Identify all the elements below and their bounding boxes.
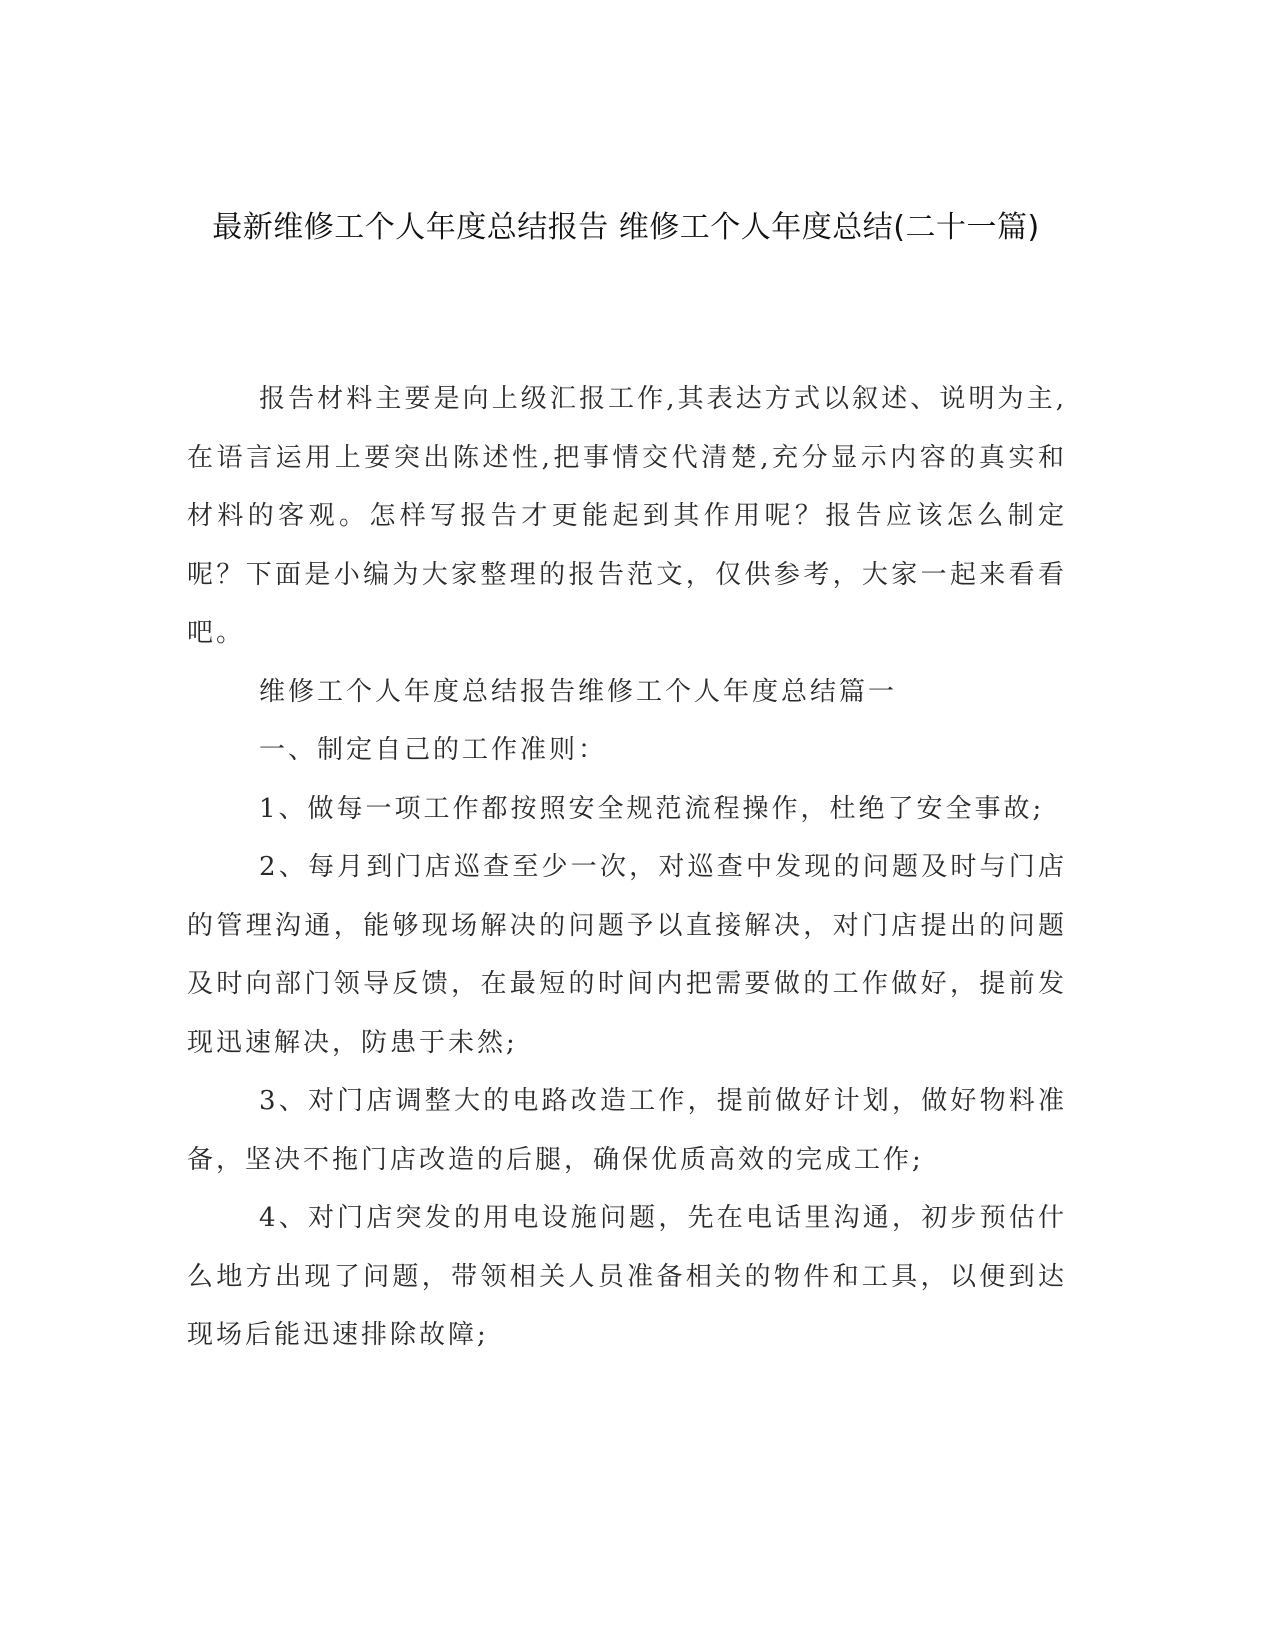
section-heading-part-one: 维修工个人年度总结报告维修工个人年度总结篇一 — [259, 676, 898, 707]
document-title: 最新维修工个人年度总结报告 维修工个人年度总结(二十一篇) — [212, 210, 1040, 245]
intro-paragraph: 报告材料主要是向上级汇报工作,其表达方式以叙述、说明为主,在语言运用上要突出陈述性,把事情交代清楚,充分显示内容的真实和材料的客观。怎样写报告才更能起到其作用呢？报告应该怎么制定呢？下面是小编为大家整理的报告范文，仅供参考，大家一起来看看吧。 — [187, 384, 1067, 648]
subheading-work-principles: 一、制定自己的工作准则： — [259, 735, 608, 765]
document-body — [187, 370, 1067, 1365]
list-item-4: 4、对门店突发的用电设施问题，先在电话里沟通，初步预估什么地方出现了问题，带领相关人员准备相关的物件和工具，以便到达现场后能迅速排除故障; — [187, 1203, 1067, 1350]
list-item-2: 2、每月到门店巡查至少一次，对巡查中发现的问题及时与门店的管理沟通，能够现场解决的问题予以直接解决，对门店提出的问题及时向部门领导反馈，在最短的时间内把需要做的工作做好，提前发现迅速解决，防患于未然; — [187, 852, 1067, 1058]
list-item-1: 1、做每一项工作都按照安全规范流程操作，杜绝了安全事故; — [259, 793, 1045, 824]
list-item-3: 3、对门店调整大的电路改造工作，提前做好计划，做好物料准备，坚决不拖门店改造的后腿，确保优质高效的完成工作; — [187, 1086, 1067, 1175]
